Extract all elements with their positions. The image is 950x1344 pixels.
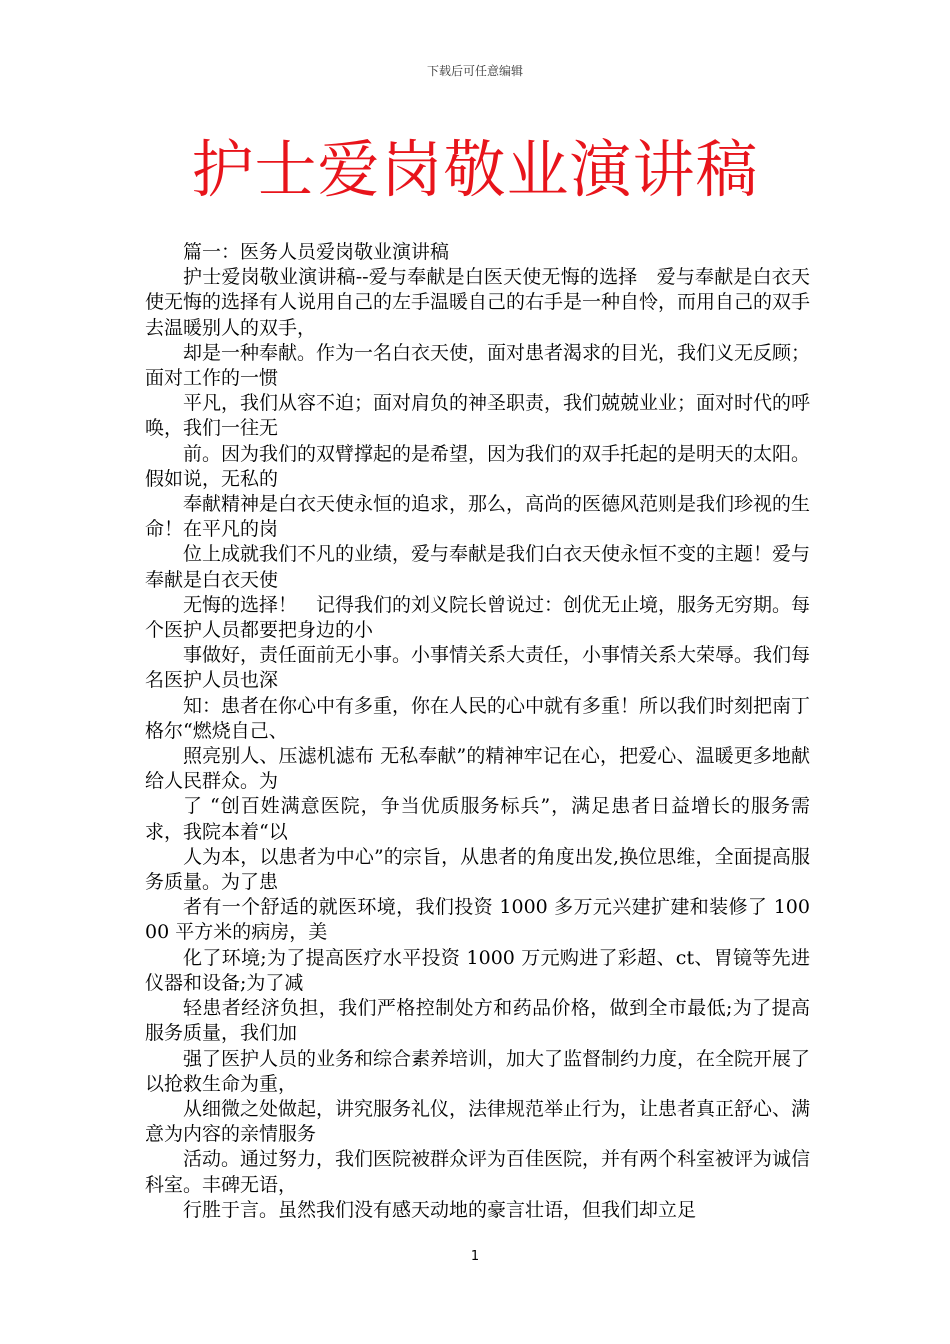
- paragraph: 奉献精神是白衣天使永恒的追求，那么，高尚的医德风范则是我们珍视的生命！在平凡的岗: [145, 493, 811, 541]
- paragraph: 知：患者在你心中有多重，你在人民的心中就有多重！所以我们时刻把南丁格尔“燃烧自己、: [145, 694, 811, 742]
- paragraph: 事做好，责任面前无小事。小事情关系大责任，小事情关系大荣辱。我们每名医护人员也深: [145, 644, 811, 692]
- paragraph: 强了医护人员的业务和综合素养培训，加大了监督制约力度，在全院开展了以抢救生命为重，: [145, 1047, 811, 1095]
- paragraph: 护士爱岗敬业演讲稿--爱与奉献是白医天使无悔的选择 爱与奉献是白衣天使无悔的选择有人说用自己的左手温暖自己的右手是一种自怜，而用自己的双手去温暖别人的双手，: [145, 266, 811, 339]
- paragraph: 从细微之处做起，讲究服务礼仪，法律规范举止行为，让患者真正舒心、满意为内容的亲情服务: [145, 1097, 811, 1146]
- paragraph: 活动。通过努力，我们医院被群众评为百佳医院，并有两个科室被评为诚信科室。丰碑无语，: [145, 1148, 811, 1196]
- paragraph: 无悔的选择！ 记得我们的刘义院长曾说过：创优无止境，服务无穷期。每个医护人员都要把身边的小: [145, 593, 811, 642]
- paragraph: 人为本，以患者为中心”的宗旨，从患者的角度出发,换位思维，全面提高服务质量。为了患: [145, 845, 810, 894]
- paragraph: 平凡，我们从容不迫；面对肩负的神圣职责，我们兢兢业业；面对时代的呼唤，我们一往无: [145, 392, 811, 440]
- page-number: 1: [470, 1249, 480, 1264]
- paragraph: 位上成就我们不凡的业绩，爱与奉献是我们白衣天使永恒不变的主题！爱与奉献是白衣天使: [145, 543, 811, 591]
- paragraph: 行胜于言。虽然我们没有感天动地的豪言壮语，但我们却立足: [183, 1198, 697, 1221]
- document-body: [145, 240, 810, 1223]
- page-header: 下载后可任意编辑: [426, 64, 523, 78]
- paragraph: 篇一：医务人员爱岗敬业演讲稿: [183, 241, 450, 263]
- paragraph: 前。因为我们的双臂撑起的是希望，因为我们的双手托起的是明天的太阳。假如说，无私的: [145, 442, 811, 490]
- paragraph: 却是一种奉献。作为一名白衣天使，面对患者渴求的目光，我们义无反顾；面对工作的一惯: [145, 341, 811, 390]
- paragraph: 者有一个舒适的就医环境，我们投资 1000 多万元兴建扩建和装修了 10000 平方米的病房，美: [145, 896, 810, 944]
- paragraph: 化了环境;为了提高医疗水平投资 1000 万元购进了彩超、ct、胃镜等先进仪器和设备;为了减: [145, 946, 810, 994]
- paragraph: 了 “创百姓满意医院，争当优质服务标兵”，满足患者日益增长的服务需求，我院本着“以: [145, 795, 810, 843]
- paragraph: 照亮别人、压滤机滤布 无私奉献”的精神牢记在心，把爱心、温暖更多地献给人民群众。为: [145, 745, 810, 793]
- paragraph: 轻患者经济负担，我们严格控制处方和药品价格，做到全市最低;为了提高服务质量，我们加: [145, 997, 810, 1045]
- document-title: 护士爱岗敬业演讲稿: [191, 133, 759, 206]
